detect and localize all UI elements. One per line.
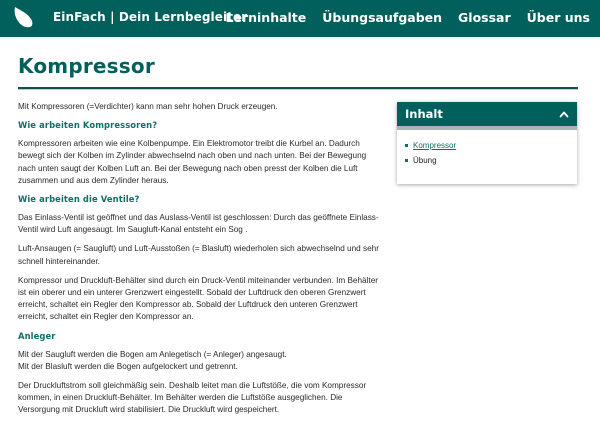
paragraph: Mit der Saugluft werden die Bogen am Anlegetisch (= Anleger) angesaugt. xyxy=(18,349,287,359)
main-nav xyxy=(226,10,591,25)
top-navigation-bar xyxy=(0,0,600,37)
toc-toggle[interactable] xyxy=(397,102,577,130)
intro-paragraph: Mit Kompressoren (=Verdichter) kann man sehr hohen Druck erzeugen. xyxy=(18,102,278,111)
paragraph: Kompressor und Druckluft-Behälter sind durch ein Druck-Ventil miteinander verbunden. Im Behälter ist ein oberer und ein unterer Grenzwert eingestellt. Sobald der Luftdruck den oberen Grenzwert erreicht, schaltet ein Regler den Kompressor ab. Sobald der Luftdruck den unteren Grenzwert erreicht, schaltet ein Regler den Kompressor an. xyxy=(18,275,378,322)
nav-glossar[interactable]: Glossar xyxy=(458,10,511,25)
section-heading: Wie arbeiten die Ventile? xyxy=(18,194,140,205)
paragraph: Mit der Blasluft werden die Bogen aufgelockert und getrennt. xyxy=(18,361,238,371)
toc-list xyxy=(397,130,577,168)
paragraph: Der Druckluftstrom soll gleichmäßig sein. Deshalb leitet man die Luftstöße, die vom Kompressor kommen, in einen Druckluft-Behälter. Im Behälter werden die Luftstöße ausgeglichen. Die Versorgung mit Druckluft wird stabilisiert. Die Druckluft wird gespeichert. xyxy=(18,381,367,415)
page-title: Kompressor xyxy=(18,54,155,78)
paragraph: Kompressoren arbeiten wie eine Kolbenpumpe. Ein Elektromotor treibt die Kurbel an. Dadurch bewegt sich der Kolben im Zylinder abwechselnd nach oben und nach unten. Bei der Bewegung nach unten saugt der Kolben Luft an. Bei der Bewegung nach oben presst der Kolben die Luft zusammen und aus dem Zylinder heraus. xyxy=(18,139,367,185)
nav-uebungsaufgaben[interactable]: Übungsaufgaben xyxy=(322,10,443,25)
chevron-up-icon[interactable] xyxy=(559,110,569,118)
article-content xyxy=(18,101,386,424)
toc-title: Inhalt xyxy=(405,107,443,121)
title-divider xyxy=(18,87,578,89)
nav-ueber-uns[interactable]: Über uns xyxy=(526,10,590,25)
table-of-contents xyxy=(397,102,577,184)
paragraph: Luft-Ansaugen (= Saugluft) und Luft-Ausstoßen (= Blasluft) wiederholen sich abwechselnd und sehr schnell hintereinander. xyxy=(18,244,379,266)
bullet-icon xyxy=(405,144,408,147)
section-heading: Anleger xyxy=(18,330,56,341)
bullet-icon xyxy=(405,159,408,162)
toc-item xyxy=(405,138,577,153)
toc-item xyxy=(405,153,577,168)
paragraph: Das Einlass-Ventil ist geöffnet und das Auslass-Ventil ist geschlossen: Durch das geöffnete Einlass-Ventil wird Luft angesaugt. Im Saugluft-Kanal entsteht ein Sog . xyxy=(18,213,379,235)
nav-lerninhalte[interactable]: Lerninhalte xyxy=(225,10,307,25)
toc-label-uebung[interactable]: Übung xyxy=(413,156,437,165)
site-brand[interactable]: EinFach | Dein Lernbegleiter xyxy=(53,10,248,24)
leaf-drop-icon[interactable] xyxy=(12,6,34,30)
toc-link-kompressor[interactable]: Kompressor xyxy=(413,141,457,150)
section-heading: Wie arbeiten Kompressoren? xyxy=(18,120,158,131)
